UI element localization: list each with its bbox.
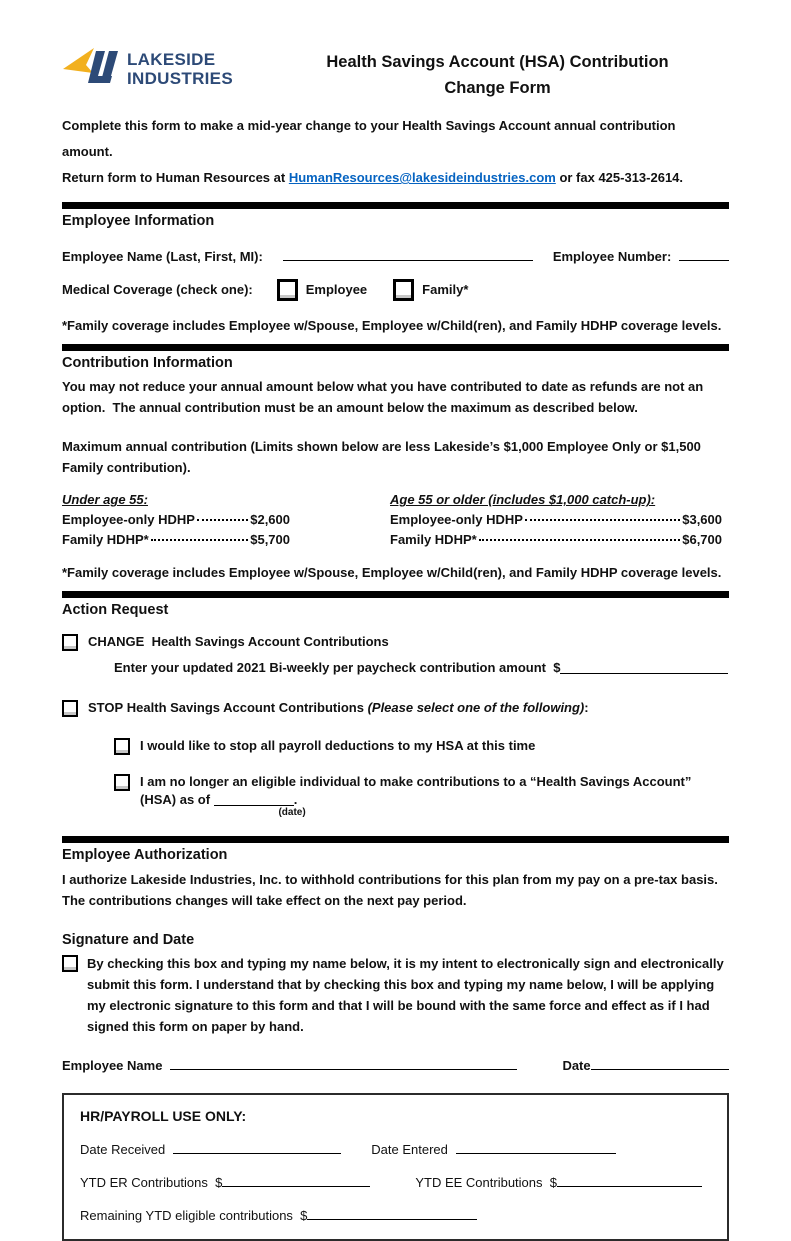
date-entered-label: Date Entered bbox=[371, 1141, 448, 1157]
signature-name-label: Employee Name bbox=[62, 1057, 163, 1073]
change-keyword: CHANGE bbox=[88, 634, 145, 649]
limit-row bbox=[62, 530, 290, 550]
employee-name-label: Employee Name (Last, First, MI): bbox=[62, 248, 263, 264]
stop-all-deductions-label: I would like to stop all payroll deductions to my HSA at this time bbox=[140, 737, 536, 753]
signature-name-blank[interactable] bbox=[170, 1056, 517, 1070]
limits-over-55-column bbox=[390, 492, 722, 549]
stop-rest: Health Savings Account Contributions bbox=[126, 699, 368, 715]
stop-checkbox[interactable] bbox=[62, 700, 78, 717]
stop-all-deductions-checkbox[interactable] bbox=[114, 738, 130, 755]
ytd-ee-blank[interactable] bbox=[557, 1173, 702, 1187]
hr-dates-row bbox=[80, 1140, 711, 1157]
coverage-family-checkbox[interactable] bbox=[393, 279, 414, 301]
maximum-keyword: Maximum bbox=[62, 439, 122, 455]
limits-under-55-heading: Under age 55: bbox=[62, 492, 148, 508]
form-title bbox=[302, 46, 729, 101]
esign-consent-checkbox[interactable] bbox=[62, 955, 78, 972]
signature-and-date-heading: Signature and Date bbox=[62, 931, 195, 948]
option2-period: . bbox=[293, 792, 298, 808]
maximum-rest: annual contribution (Limits shown below are less Lakeside’s $1,000 Employee Only or $1,500 Family contribution). bbox=[62, 439, 701, 476]
intro-line2-suffix: or fax 425-313-2614. bbox=[555, 170, 684, 186]
hr-payroll-heading: HR/PAYROLL USE ONLY: bbox=[80, 1107, 247, 1124]
maximum-contribution-line bbox=[62, 436, 729, 478]
form-title-line2: Change Form bbox=[444, 78, 551, 97]
medical-coverage-row bbox=[62, 279, 729, 301]
family-note-contribution-section: *Family coverage includes Employee w/Spouse, Employee w/Child(ren), and Family HDHP coverage levels. bbox=[62, 565, 722, 581]
intro-line2 bbox=[62, 165, 729, 191]
asof-date-field bbox=[214, 791, 306, 819]
stop-option-row bbox=[62, 699, 729, 718]
section-divider bbox=[62, 344, 729, 351]
lakeside-logo-text bbox=[127, 51, 233, 88]
limit-value: $6,700 bbox=[682, 531, 722, 547]
logo-line1: LAKESIDE bbox=[127, 50, 216, 70]
hr-email-link[interactable]: HumanResources@lakesideindustries.com bbox=[288, 170, 556, 186]
section-divider bbox=[62, 591, 729, 598]
stop-option-text bbox=[88, 699, 589, 718]
no-longer-eligible-checkbox[interactable] bbox=[114, 774, 130, 791]
change-option-row bbox=[62, 633, 729, 652]
action-request-heading: Action Request bbox=[62, 602, 169, 619]
hr-remaining-row bbox=[80, 1206, 711, 1223]
esign-consent-row bbox=[62, 954, 729, 1037]
asof-date-blank[interactable] bbox=[214, 792, 294, 806]
section-divider bbox=[62, 836, 729, 843]
change-amount-label: Enter your updated 2021 Bi-weekly per paycheck contribution amount $ bbox=[114, 659, 561, 675]
remaining-ytd-label: Remaining YTD eligible contributions $ bbox=[80, 1207, 308, 1223]
dot-leader bbox=[197, 519, 248, 521]
ytd-er-label: YTD ER Contributions $ bbox=[80, 1174, 223, 1190]
limit-value: $3,600 bbox=[682, 512, 722, 528]
signature-row bbox=[62, 1056, 729, 1073]
stop-keyword: STOP bbox=[88, 699, 124, 715]
logo-line2: INDUSTRIES bbox=[127, 68, 233, 88]
date-entered-blank[interactable] bbox=[456, 1140, 616, 1154]
change-rest: Health Savings Account Contributions bbox=[144, 634, 389, 649]
employee-authorization-paragraph: I authorize Lakeside Industries, Inc. to withhold contributions for this plan from my pay on a pre-tax basis. The contributions changes will take effect on the next pay period. bbox=[62, 871, 722, 908]
change-amount-row bbox=[114, 660, 729, 675]
intro-line2-prefix: Return form to Human Resources at bbox=[62, 170, 289, 186]
hr-ytd-row bbox=[80, 1173, 711, 1190]
employee-info-heading: Employee Information bbox=[62, 213, 215, 230]
contribution-info-heading: Contribution Information bbox=[62, 354, 233, 371]
dot-leader bbox=[479, 539, 681, 541]
esign-consent-text: By checking this box and typing my name below, it is my intent to electronically sign and electronically submit this form. I understand that by checking this box and typing my name below, I will be applying my electronic signature to this form and that I will be bound with the same force and effect as if I had signed this form on paper by hand. bbox=[87, 956, 724, 1034]
stop-colon: : bbox=[584, 699, 589, 715]
no-longer-eligible-text: I am no longer an eligible individual to make contributions to a “Health Savings Account” (HSA) as of bbox=[140, 773, 692, 808]
date-hint-label: (date) bbox=[278, 807, 306, 819]
change-amount-blank[interactable] bbox=[560, 660, 728, 674]
family-note-employee-section: *Family coverage includes Employee w/Spouse, Employee w/Child(ren), and Family HDHP coverage levels. bbox=[62, 317, 722, 333]
intro-text bbox=[62, 113, 729, 191]
lakeside-logo-icon bbox=[62, 46, 120, 93]
remaining-ytd-blank[interactable] bbox=[307, 1206, 477, 1220]
change-option-text bbox=[88, 633, 389, 652]
dot-leader bbox=[525, 519, 680, 521]
employee-authorization-heading: Employee Authorization bbox=[62, 847, 228, 864]
stop-italic-note: (Please select one of the following) bbox=[367, 699, 585, 715]
contribution-limits-table bbox=[62, 492, 729, 549]
employee-name-row bbox=[62, 247, 729, 264]
limit-label: Employee-only HDHP bbox=[390, 512, 523, 528]
limit-row bbox=[390, 530, 722, 550]
limits-under-55-column bbox=[62, 492, 290, 549]
limit-label: Employee-only HDHP bbox=[62, 512, 195, 528]
employee-name-blank[interactable] bbox=[283, 247, 533, 261]
section-divider bbox=[62, 202, 729, 209]
dot-leader bbox=[151, 539, 249, 541]
change-checkbox[interactable] bbox=[62, 634, 78, 651]
contribution-info-paragraph: You may not reduce your annual amount below what you have contributed to date as refunds are not an option. The annual contribution must be an amount below the maximum as described below. bbox=[62, 379, 704, 416]
limit-label: Family HDHP* bbox=[390, 531, 477, 547]
signature-date-label: Date bbox=[562, 1057, 591, 1073]
limit-label: Family HDHP* bbox=[62, 531, 149, 547]
form-header bbox=[62, 46, 729, 101]
signature-date-blank[interactable] bbox=[591, 1056, 729, 1070]
coverage-employee-label: Employee bbox=[305, 282, 368, 298]
limit-row bbox=[390, 510, 722, 530]
employee-number-blank[interactable] bbox=[679, 247, 729, 261]
date-received-label: Date Received bbox=[80, 1141, 166, 1157]
coverage-family-label: Family* bbox=[422, 282, 469, 298]
limit-value: $2,600 bbox=[250, 512, 290, 528]
no-longer-eligible-label bbox=[140, 773, 729, 819]
limit-value: $5,700 bbox=[250, 531, 290, 547]
medical-coverage-label: Medical Coverage (check one): bbox=[62, 282, 253, 298]
lakeside-logo bbox=[62, 46, 302, 93]
limits-over-55-heading: Age 55 or older (includes $1,000 catch-up): bbox=[390, 492, 656, 508]
coverage-employee-checkbox[interactable] bbox=[277, 279, 298, 301]
limit-row bbox=[62, 510, 290, 530]
intro-line1: Complete this form to make a mid-year change to your Health Savings Account annual contribution amount. bbox=[62, 118, 676, 160]
ytd-er-blank[interactable] bbox=[222, 1173, 370, 1187]
stop-suboption1-row bbox=[114, 737, 729, 756]
ytd-ee-label: YTD EE Contributions $ bbox=[415, 1174, 557, 1190]
stop-suboption2-row bbox=[114, 773, 729, 819]
form-title-line1: Health Savings Account (HSA) Contribution bbox=[326, 53, 669, 71]
hr-payroll-box bbox=[62, 1093, 729, 1241]
date-received-blank[interactable] bbox=[173, 1140, 341, 1154]
employee-number-label: Employee Number: bbox=[552, 248, 672, 264]
